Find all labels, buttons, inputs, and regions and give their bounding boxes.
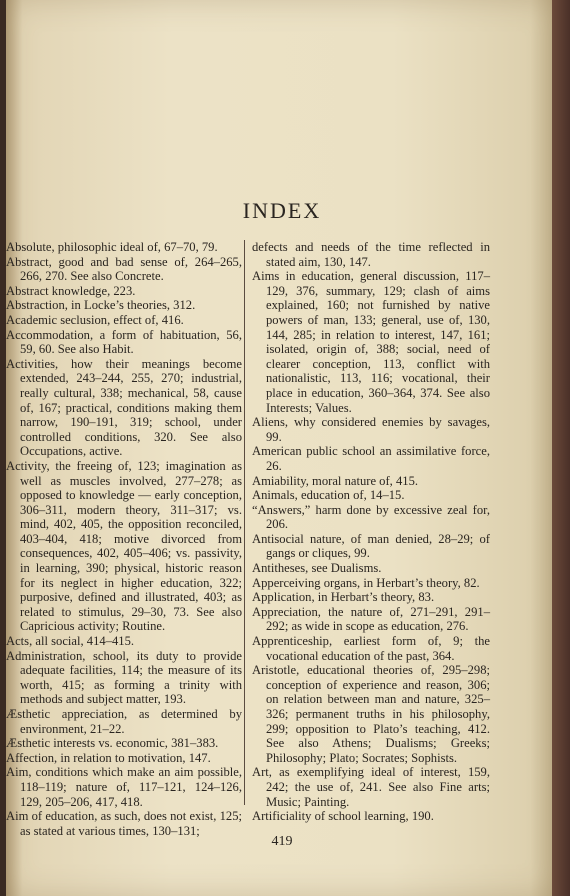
index-entry: Acts, all social, 414–415. xyxy=(6,634,135,649)
index-entry: Aims in education, general discussion, 117–129, 376, summary, 129; clash of aims explained, 160; not furnished by native powers of man, 133; general, use of, 130, 144, 285; in relation to interest, 147, 161; isolated, origin of, 388; social, need of clearer conception, 113, conflict with nationalistic, 113, 116; vocational, their place in education, 360–364, 374. See also Interests; Values. xyxy=(252,269,490,415)
page-number: 419 xyxy=(271,834,293,849)
index-entry: Amiability, moral nature of, 415. xyxy=(252,473,419,488)
index-entry: Aim of education, as such, does not exist, 125; as stated at various times, 130–131; xyxy=(6,809,242,838)
index-entry: Absolute, philosophic ideal of, 67–70, 79. xyxy=(6,240,218,254)
index-entry: Abstract, good and bad sense of, 264–265, 266, 270. See also Concrete. xyxy=(6,254,242,284)
index-entry: “Answers,” harm done by excessive zeal for, 206. xyxy=(252,502,490,532)
index-entry: Antitheses, see Dualisms. xyxy=(252,561,382,576)
index-entry: Administration, school, its duty to provide adequate facilities, 114; the measure of its worth, 415; as forming a trinity with methods and subject matter, 193. xyxy=(6,648,242,707)
index-entry: Affection, in relation to motivation, 147. xyxy=(6,750,211,765)
index-column-left xyxy=(6,240,242,838)
index-column-right xyxy=(252,240,490,824)
book-cover-edge xyxy=(552,0,570,896)
index-entry: Activity, the freeing of, 123; imagination as well as muscles involved, 277–278; as opposed to knowledge — early conception, 306–311, modern theory, 311–317; vs. mind, 402, 405, the opposition reconciled, 403–404, 418; motive divorced from consequences, 402, 405–406; vs. passivity, in learning, 390; physical, historic reason for its neglect in higher education, 322; purposive, defined and illustrated, 403; as related to stimulus, 29–30, 73. See also Capricious activity; Routine. xyxy=(6,458,242,634)
column-divider xyxy=(244,240,245,805)
index-entry: Apperceiving organs, in Herbart’s theory, 82. xyxy=(252,575,480,590)
index-entry: Appreciation, the nature of, 271–291, 291–292; as wide in scope as education, 276. xyxy=(252,604,490,634)
index-entry: Aliens, why considered enemies by savages, 99. xyxy=(252,415,490,444)
index-entry: Abstract knowledge, 223. xyxy=(6,283,136,298)
index-entry: Apprenticeship, earliest form of, 9; the vocational education of the past, 364. xyxy=(252,634,490,663)
index-entry: Art, as exemplifying ideal of interest, 159, 242; the use of, 241. See also Fine arts; Music; Painting. xyxy=(252,765,490,809)
index-entry: Artificiality of school learning, 190. xyxy=(252,809,434,824)
index-entry: Aim, conditions which make an aim possible, 118–119; nature of, 117–121, 124–126, 129, 205–206, 417, 418. xyxy=(6,765,242,809)
index-entry: Aristotle, educational theories of, 295–298; conception of experience and reason, 306; on relation between man and nature, 325–326; permanent truths in his philosophy, 299; opposition to Plato’s teaching, 412. See also Athens; Dualisms; Greeks; Philosophy; Plato; Socrates; Sophists. xyxy=(252,663,490,765)
index-entry: American public school an assimilative force, 26. xyxy=(252,444,490,473)
index-entry: Application, in Herbart’s theory, 83. xyxy=(252,590,435,605)
index-entry: defects and needs of the time reflected in stated aim, 130, 147. xyxy=(252,240,490,269)
index-entry: Animals, education of, 14–15. xyxy=(252,488,405,503)
index-entry: Æsthetic appreciation, as determined by environment, 21–22. xyxy=(6,707,242,736)
index-entry: Antisocial nature, of man denied, 28–29; of gangs or cliques, 99. xyxy=(252,531,490,561)
book-page xyxy=(6,0,558,896)
index-entry: Accommodation, a form of habituation, 56, 59, 60. See also Habit. xyxy=(6,327,242,357)
index-entry: Abstraction, in Locke’s theories, 312. xyxy=(6,298,196,313)
page-title: INDEX xyxy=(242,198,322,223)
index-entry: Academic seclusion, effect of, 416. xyxy=(6,312,184,327)
index-entry: Activities, how their meanings become extended, 243–244, 255, 270; industrial, really cultural, 338; mechanical, 58, cause of, 167; practical, conditions making them narrow, 190–191, 319; school, under controlled conditions, 320. See also Occupations, active. xyxy=(6,356,242,459)
index-entry: Æsthetic interests vs. economic, 381–383. xyxy=(6,736,219,751)
